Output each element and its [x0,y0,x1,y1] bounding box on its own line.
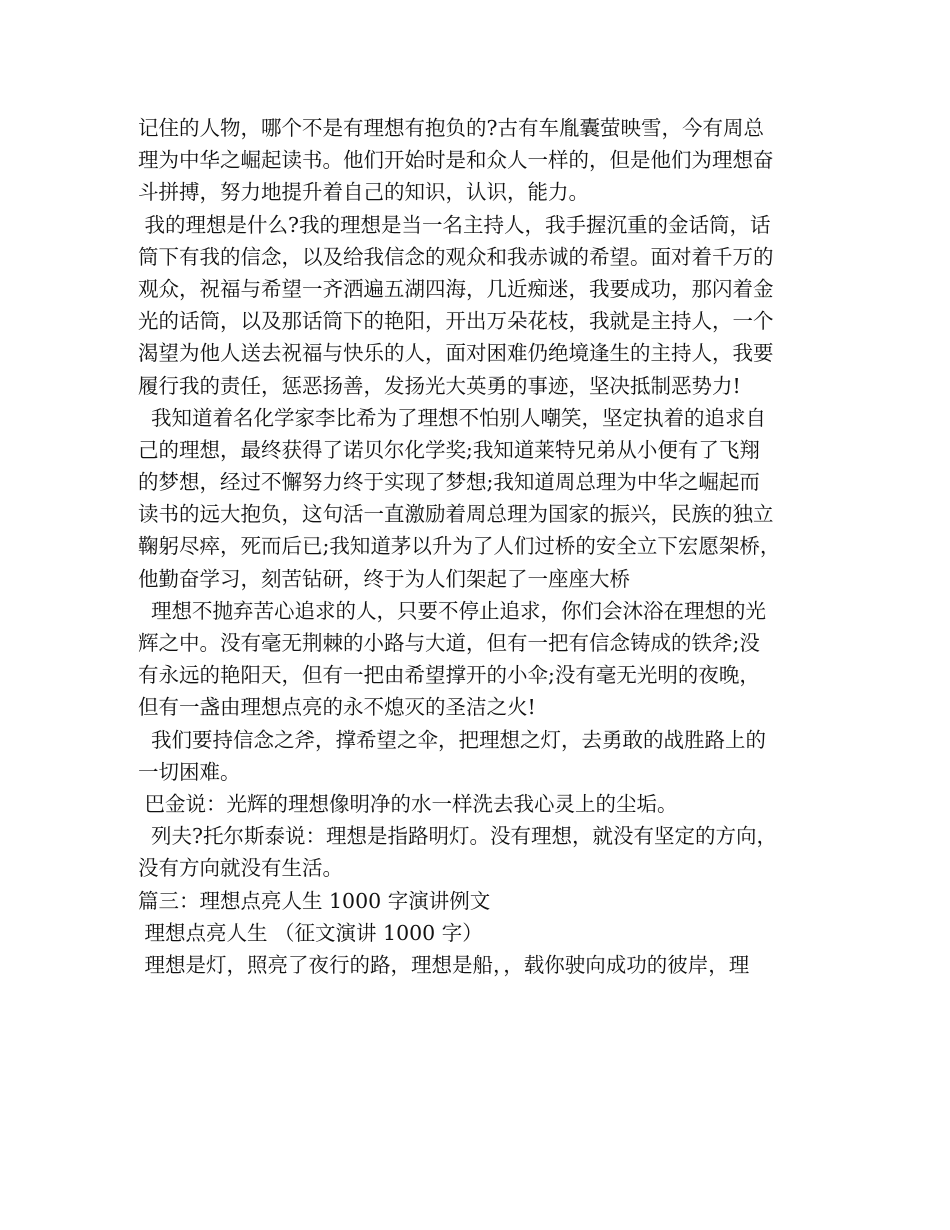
document-body [138,112,828,981]
text-line: 己的理想，最终获得了诺贝尔化学奖;我知道莱特兄弟从小便有了飞翔 [138,437,760,462]
text-line: 的梦想，经过不懈努力终于实现了梦想;我知道周总理为中华之崛起而 [138,470,760,495]
text-line: 履行我的责任，惩恶扬善，发扬光大英勇的事迹，坚决抵制恶势力! [138,373,741,398]
text-line: 鞠躬尽瘁，死而后已;我知道茅以升为了人们过桥的安全立下宏愿架桥， [138,534,781,559]
text-line: 我的理想是什么?我的理想是当一名主持人，我手握沉重的金话筒，话 [138,212,771,237]
section-heading: 篇三：理想点亮人生 1000 字演讲例文 [138,888,491,913]
text-line: 记住的人物，哪个不是有理想有抱负的?古有车胤囊萤映雪，今有周总 [138,116,764,140]
article-title: 理想点亮人生 （征文演讲 1000 字） [138,920,483,945]
text-line: 我知道着名化学家李比希为了理想不怕别人嘲笑，坚定执着的追求自 [138,405,767,430]
text-line: 有永远的艳阳天，但有一把由希望撑开的小伞;没有毫无光明的夜晚， [138,663,760,688]
text-line: 理想不抛弃苦心追求的人，只要不停止追求，你们会沐浴在理想的光 [138,598,767,623]
text-line: 没有方向就没有生活。 [138,856,343,881]
text-line: 他勤奋学习，刻苦钻研，终于为人们架起了一座座大桥 [138,566,630,591]
text-line: 但有一盏由理想点亮的永不熄灭的圣洁之火! [138,695,536,720]
text-line: 斗拼搏，努力地提升着自己的知识，认识，能力。 [138,180,589,205]
text-line: 一切困难。 [138,759,241,784]
text-line: 我们要持信念之斧，撑希望之伞，把理想之灯，去勇敢的战胜路上的 [138,727,767,752]
text-line: 光的话筒，以及那话筒下的艳阳，开出万朵花枝，我就是主持人，一个 [138,309,774,334]
text-line: 理为中华之崛起读书。他们开始时是和众人一样的，但是他们为理想奋 [138,148,774,173]
text-line: 渴望为他人送去祝福与快乐的人，面对困难仍绝境逢生的主持人，我要 [138,341,774,366]
text-line: 理想是灯，照亮了夜行的路，理想是船，，载你驶向成功的彼岸，理 [138,952,750,977]
text-line: 读书的远大抱负，这句活一直激励着周总理为国家的振兴，民族的独立 [138,502,774,527]
text-line: 辉之中。没有毫无荆棘的小路与大道，但有一把有信念铸成的铁斧;没 [138,631,760,655]
text-line: 巴金说：光辉的理想像明净的水一样洗去我心灵上的尘垢。 [138,791,678,816]
text-line: 筒下有我的信念，以及给我信念的观众和我赤诚的希望。面对着千万的 [138,244,774,269]
text-line: 列夫?托尔斯泰说：理想是指路明灯。没有理想，就没有坚定的方向， [138,824,778,849]
text-line: 观众，祝福与希望一齐洒遍五湖四海，几近痴迷，我要成功，那闪着金 [138,276,774,301]
